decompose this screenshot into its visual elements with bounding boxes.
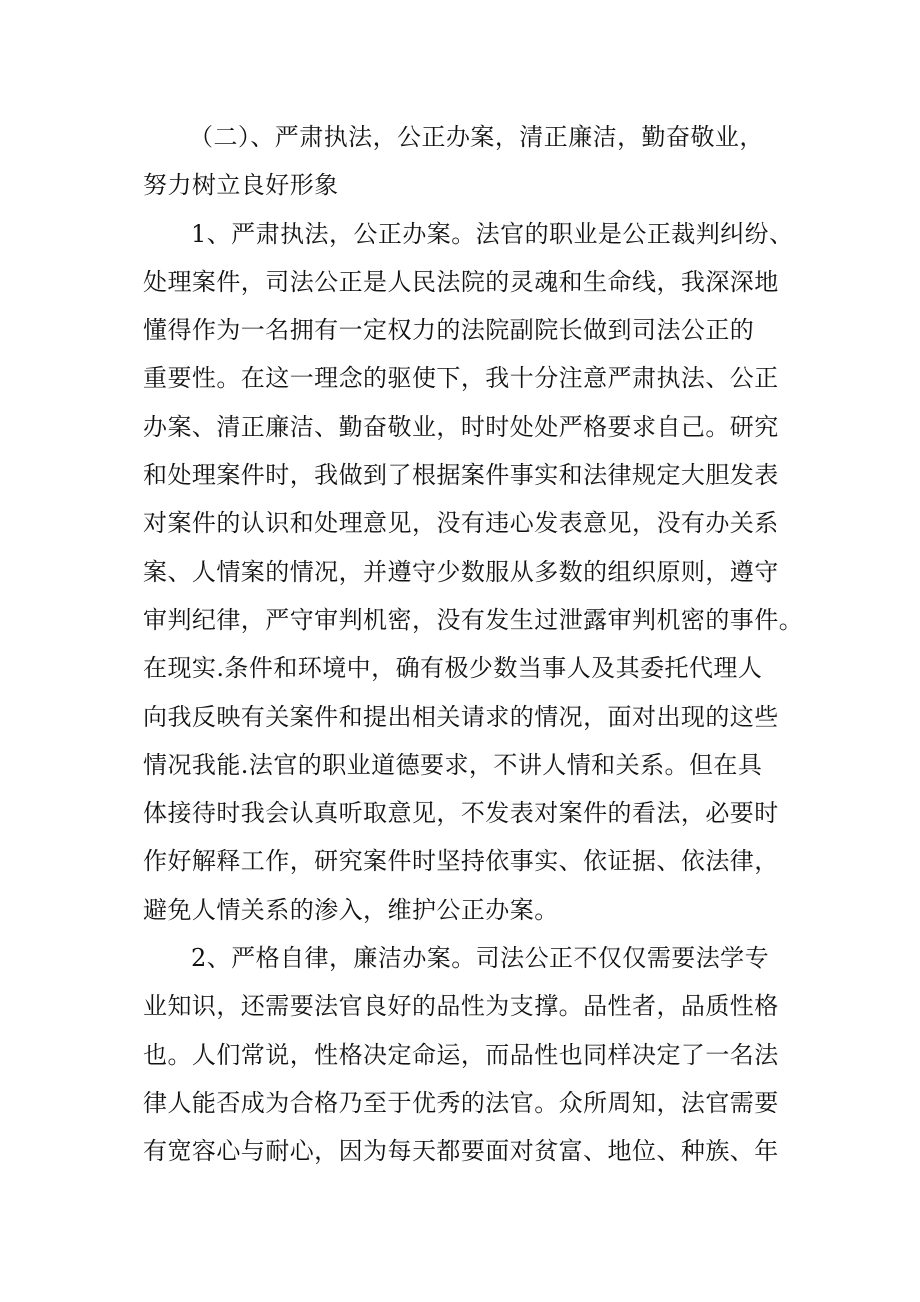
paragraph-1-line-13: 体接待时我会认真听取意见，不发表对案件的看法，必要时 <box>143 799 779 828</box>
paragraph-1-line-12: 情况我能.法官的职业道德要求，不讲人情和关系。但在具 <box>143 750 763 779</box>
paragraph-2-line-3: 也。人们常说，性格决定命运，而品性也同样决定了一名法 <box>143 1040 779 1069</box>
paragraph-2-line-5: 有宽容心与耐心，因为每天都要面对贫富、地位、种族、年 <box>143 1137 779 1166</box>
paragraph-1-line-6: 和处理案件时，我做到了根据案件事实和法律规定大胆发表 <box>143 461 779 490</box>
section-heading-line-2: 努力树立良好形象 <box>143 171 339 200</box>
paragraph-2-line-4: 律人能否成为合格乃至于优秀的法官。众所周知，法官需要 <box>143 1088 779 1117</box>
section-heading-line-1: （二）、严肃执法，公正办案，清正廉洁，勤奋敬业， <box>189 123 764 151</box>
document-body <box>143 113 803 1176</box>
paragraph-1-line-3: 懂得作为一名拥有一定权力的法院副院长做到司法公正的 <box>143 316 755 345</box>
paragraph-1-line-14: 作好解释工作，研究案件时坚持依事实、依证据、依法律， <box>143 847 779 876</box>
paragraph-1-line-5: 办案、清正廉洁、勤奋敬业，时时处处严格要求自己。研究 <box>143 412 779 441</box>
paragraph-1-line-8: 案、人情案的情况，并遵守少数服从多数的组织原则，遵守 <box>143 557 779 586</box>
paragraph-1-line-10: 在现实.条件和环境中，确有极少数当事人及其委托代理人 <box>143 654 763 683</box>
paragraph-1-line-7: 对案件的认识和处理意见，没有违心发表意见，没有办关系 <box>143 509 779 538</box>
paragraph-1-line-11: 向我反映有关案件和提出相关请求的情况，面对出现的这些 <box>143 702 779 731</box>
paragraph-2-line-1: 2、严格自律，廉洁办案。司法公正不仅仅需要法学专 <box>191 944 770 973</box>
paragraph-2-line-2: 业知识，还需要法官良好的品性为支撑。品性者，品质性格 <box>143 992 779 1021</box>
paragraph-1-line-9: 审判纪律，严守审判机密，没有发生过泄露审判机密的事件。 <box>143 605 804 634</box>
paragraph-1-line-15: 避免人情关系的渗入，维护公正办案。 <box>143 895 559 924</box>
paragraph-1-line-1: 1、严肃执法，公正办案。法官的职业是公正裁判纠纷、 <box>191 219 794 248</box>
paragraph-1-line-4: 重要性。在这一理念的驱使下，我十分注意严肃执法、公正 <box>143 364 779 393</box>
paragraph-1-line-2: 处理案件，司法公正是人民法院的灵魂和生命线，我深深地 <box>143 267 779 296</box>
